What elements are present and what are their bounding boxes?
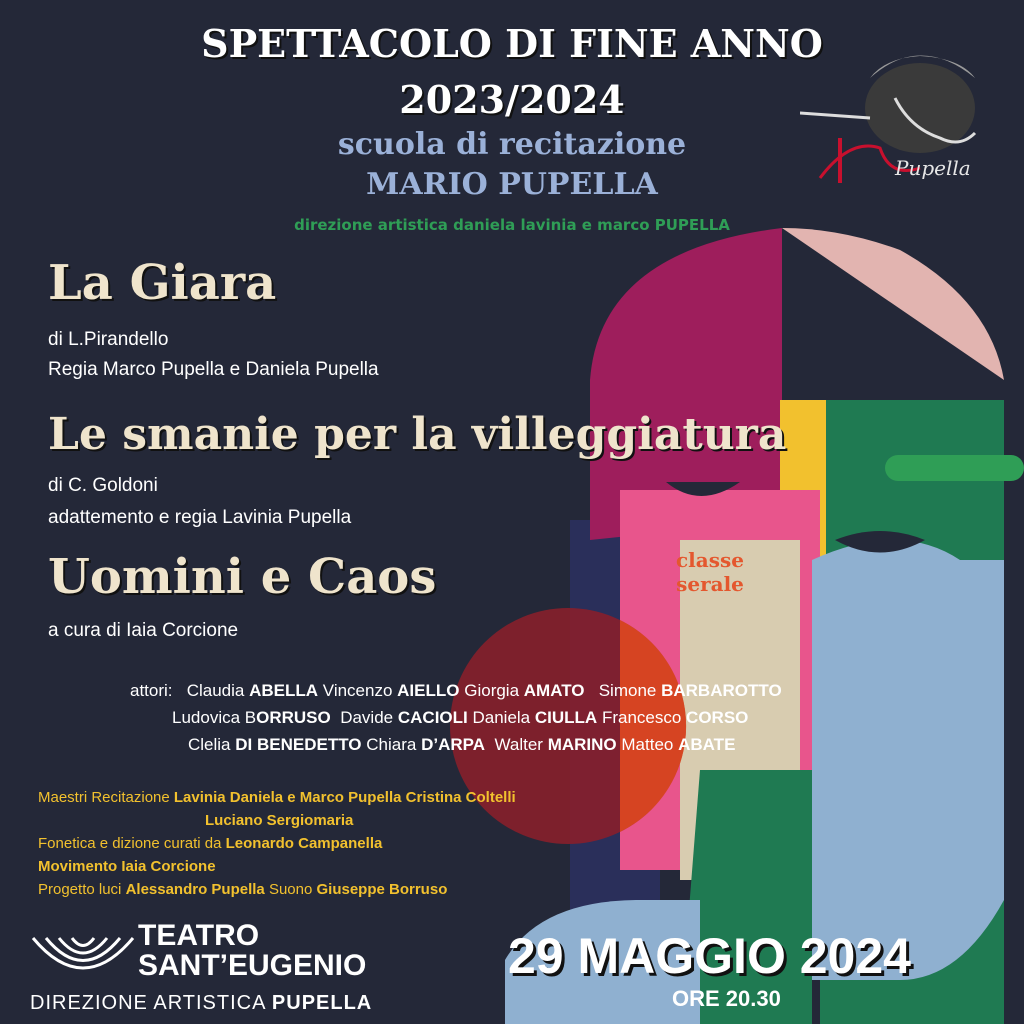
pink-top-shape [782,228,1004,380]
cast-member: Clelia DI BENEDETTO [188,735,362,754]
show-1-line-2: Regia Marco Pupella e Daniela Pupella [48,359,379,380]
theatre-name-line1: TEATRO [138,919,260,952]
event-time: ORE 20.30 [672,986,781,1011]
theatre-logo [28,920,428,1020]
show-2-line-1: di C. Goldoni [48,475,158,496]
theatre-direction: DIREZIONE ARTISTICA PUPELLA [30,992,373,1014]
theatre-name-line2: SANT’EUGENIO [138,949,367,982]
cast-member: Claudia ABELLA [186,681,319,700]
cast-row-3 [188,732,735,758]
show-title-2: Le smanie per la villeggiatura [48,409,787,460]
classe-serale-label [655,548,765,596]
show-title-3: Uomini e Caos [48,549,437,605]
cast-member: Vincenzo AIELLO [322,681,460,700]
theatre-arcs-icon [28,928,138,988]
show-title-1: La Giara [48,255,277,311]
credit-line-5: Progetto luci Alessandro Pupella Suono Giuseppe Borruso [38,881,448,898]
cast-member: Chiara D’ARPA [366,735,486,754]
school-line1: scuola di recitazione [337,127,687,162]
show-3-line-1: a cura di Iaia Corcione [48,620,239,641]
cast-member: Daniela CIULLA [472,708,598,727]
credit-line-2: Luciano Sergiomaria [205,812,354,829]
show-1-line-1: di L.Pirandello [48,329,169,350]
cast-member: Francesco CORSO [601,708,749,727]
cast-row-1 [130,678,782,704]
credit-line-1: Maestri Recitazione Lavinia Daniela e Marco Pupella Cristina Coltelli [38,789,516,806]
cast-member: Davide CACIOLI [340,708,468,727]
cast-member: Ludovica BORRUSO [172,708,331,727]
event-date: 29 MAGGIO 2024 [508,928,911,984]
cast-row-2 [172,705,748,731]
event-title: SPETTACOLO DI FINE ANNO [201,21,823,66]
cast-label: attori: [130,681,173,700]
cast-member: Simone BARBAROTTO [598,681,782,700]
cast-member: Walter MARINO [494,735,617,754]
credit-line-4: Movimento Iaia Corcione [38,858,216,875]
school-line2: MARIO PUPELLA [366,167,658,202]
logo-signature: Pupella [895,156,971,180]
classe-word: classe [676,548,744,572]
credit-line-3: Fonetica e dizione curati da Leonardo Campanella [38,835,383,852]
serale-word: serale [676,572,744,596]
show-2-line-2: adattemento e regia Lavinia Pupella [48,507,352,528]
green-bar [885,455,1024,481]
light-blue-face [812,540,1004,980]
cast-member: Giorgia AMATO [464,681,585,700]
event-year: 2023/2024 [399,77,625,122]
artistic-direction: direzione artistica daniela lavinia e marco PUPELLA [294,216,730,234]
cast-member: Matteo ABATE [621,735,736,754]
